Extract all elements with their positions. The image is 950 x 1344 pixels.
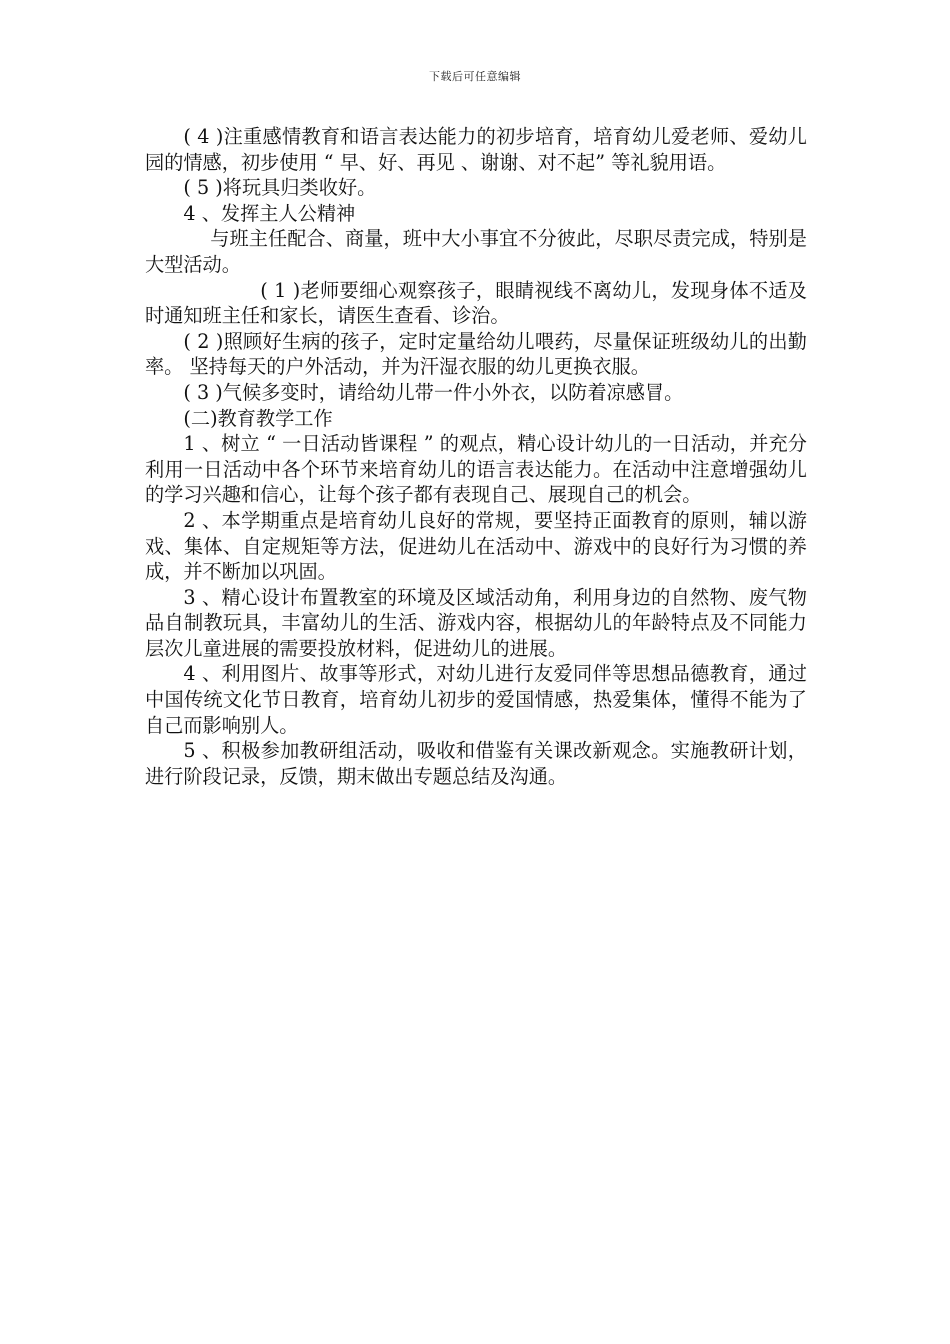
paragraph-daily-activity: 1 、树立 “ 一日活动皆课程 ” 的观点，精心设计幼儿的一日活动，并充分利用一日活动中各个环节来培育幼儿的语言表达能力。在活动中注意增强幼儿的学习兴趣和信心，让每个孩子都有表现自己、展现自己的机会。 [145,432,807,507]
paragraph-research: 5 、积极参加教研组活动，吸收和借鉴有关课改新观念。实施教研计划，进行阶段记录，反馈，期末做出专题总结及沟通。 [145,739,807,788]
page-header: 下载后可任意编辑 [429,70,521,83]
paragraph-routine: 2 、本学期重点是培育幼儿良好的常规，要坚持正面教育的原则，辅以游戏、集体、自定规矩等方法，促进幼儿在活动中、游戏中的良好行为习惯的养成，并不断加以巩固。 [145,508,807,584]
paragraph-cooperation: 与班主任配合、商量，班中大小事宜不分彼此，尽职尽责完成，特别是大型活动。 [145,227,807,276]
section-heading-teaching: (二)教育教学工作 [183,406,333,430]
document-body [145,124,807,789]
paragraph-moral-education: 4 、利用图片、故事等形式，对幼儿进行友爱同伴等思想品德教育，通过中国传统文化节日教育，培育幼儿初步的爱国情感，热爱集体，懂得不能为了自己而影响别人。 [145,662,807,737]
paragraph-toys: ( 5 )将玩具归类收好。 [183,176,377,200]
paragraph-weather: ( 3 )气候多变时，请给幼儿带一件小外衣，以防着凉感冒。 [183,380,684,404]
section-heading-ownership: 4 、发挥主人公精神 [183,201,356,225]
paragraph-observe-children: ( 1 )老师要细心观察孩子，眼睛视线不离幼儿，发现身体不适及时通知班主任和家长，请医生查看、诊治。 [145,278,807,328]
paragraph-emotion-education: ( 4 )注重感情教育和语言表达能力的初步培育，培育幼儿爱老师、爱幼儿园的情感，初步使用 “ 早、好、再见 、谢谢、对不起” 等礼貌用语。 [145,125,807,174]
paragraph-sick-children: ( 2 )照顾好生病的孩子，定时定量给幼儿喂药，尽量保证班级幼儿的出勤率。 坚持每天的户外活动，并为汗湿衣服的幼儿更换衣服。 [145,329,807,379]
paragraph-environment: 3 、精心设计布置教室的环境及区域活动角，利用身边的自然物、废气物品自制教玩具，丰富幼儿的生活、游戏内容，根据幼儿的年龄特点及不同能力层次儿童进展的需要投放材料，促进幼儿的进展。 [145,585,807,660]
